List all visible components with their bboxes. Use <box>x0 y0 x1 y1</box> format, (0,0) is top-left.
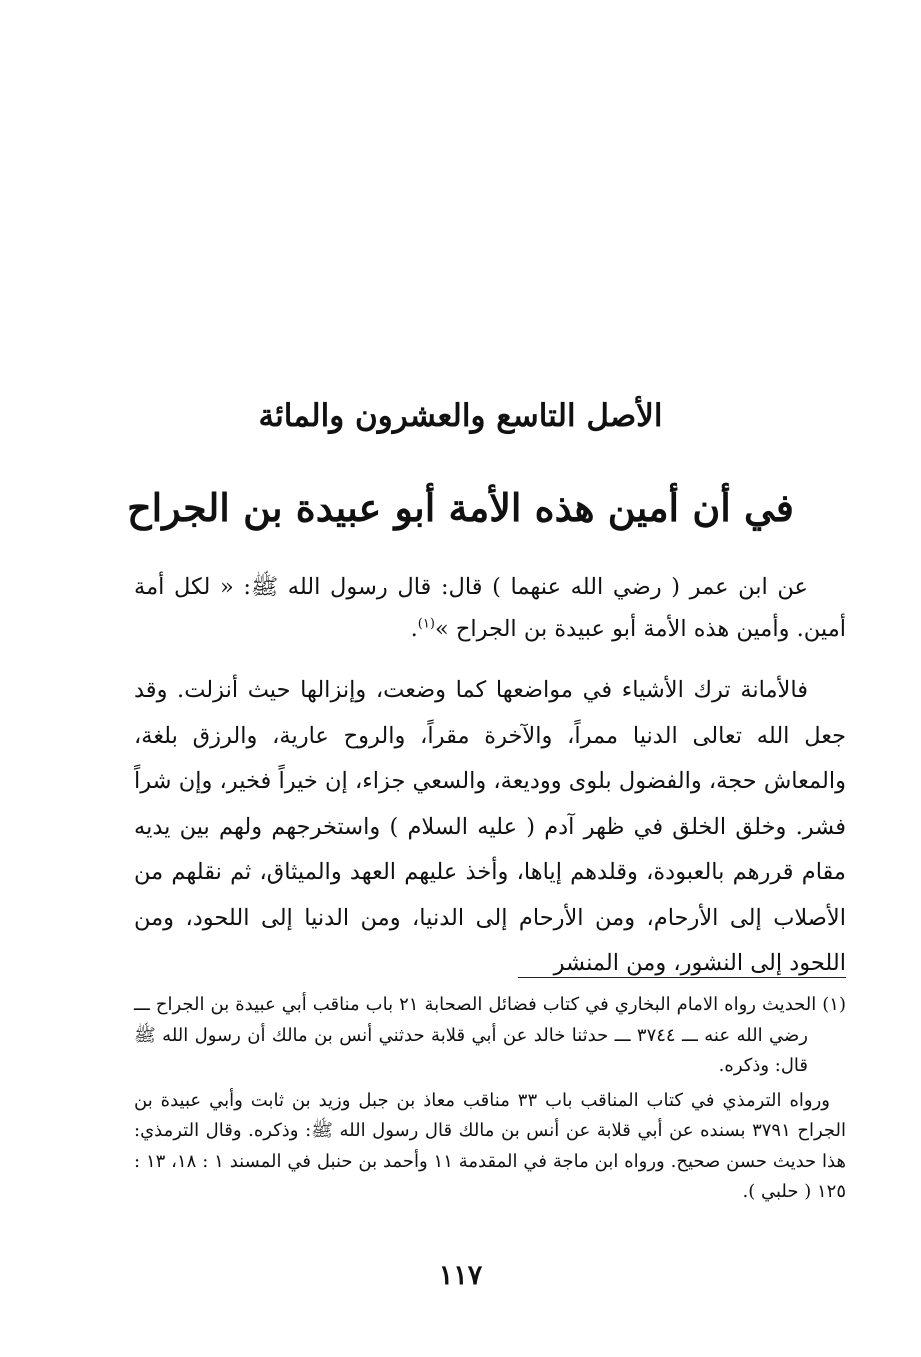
chapter-title: الأصل التاسع والعشرون والمائة <box>258 398 663 434</box>
footnotes-section <box>134 990 846 1208</box>
footnote-1: (١) الحديث رواه الامام البخاري في كتاب فضائل الصحابة ٢١ باب مناقب أبي عبيدة بن الجراح ـــ رضي الله عنه ـــ ٣٧٤٤ ـــ حدثنا خالد عن أبي قلابة حدثني أنس بن مالك أن رسول الله ﷺ قال: وذكره. <box>134 994 846 1076</box>
hadith-end: . <box>410 616 418 642</box>
hadith-block <box>134 566 846 650</box>
hadith-text: عن ابن عمر ( رضي الله عنهما ) قال: قال رسول الله ﷺ: « لكل أمة أمين. وأمين هذه الأمة أبو عبيدة بن الجراح » <box>134 574 846 642</box>
chapter-subtitle: في أن أمين هذه الأمة أبو عبيدة بن الجراح <box>127 485 794 530</box>
footnote-1-continuation: ورواه الترمذي في كتاب المناقب باب ٣٣ مناقب معاذ بن جبل وزيد بن ثابت وأبي عبيدة بن الجراح ٣٧٩١ بسنده عن أبي قلابة عن أنس بن مالك قال رسول الله ﷺ: وذكره. وقال الترمذي: هذا حديث حسن صحيح. ورواه ابن ماجة في المقدمة ١١ وأحمد بن حنبل في المسند ١ : ١٨، ١٣ : ١٢٥ ( حلبي ). <box>134 1089 846 1202</box>
body-paragraph: فالأمانة ترك الأشياء في مواضعها كما وضعت، وإنزالها حيث أنزلت. وقد جعل الله تعالى الدنيا ممراً، والآخرة مقراً، والروح عارية، والرزق بلغة، والمعاش حجة، والفضول بلوى ووديعة، والسعي جزاء، إن خيراً فخير، وإن شراً فشر. وخلق الخلق في ظهر آدم ( عليه السلام ) واستخرجهم ولهم بين يديه مقام قررهم بالعبودة، وقلدهم إياها، وأخذ عليهم العهد والميثاق، ثم نقلهم من الأصلاب إلى الأرحام، ومن الأرحام إلى الدنيا، ومن الدنيا إلى اللحود، ومن اللحود إلى النشور، ومن المنشر <box>134 677 846 976</box>
footnote-marker[interactable]: (١) <box>417 616 435 632</box>
page-number: ١١٧ <box>438 1260 483 1291</box>
hadith-paragraph <box>134 566 846 650</box>
body-text <box>134 668 846 987</box>
footnote-separator <box>518 977 846 978</box>
